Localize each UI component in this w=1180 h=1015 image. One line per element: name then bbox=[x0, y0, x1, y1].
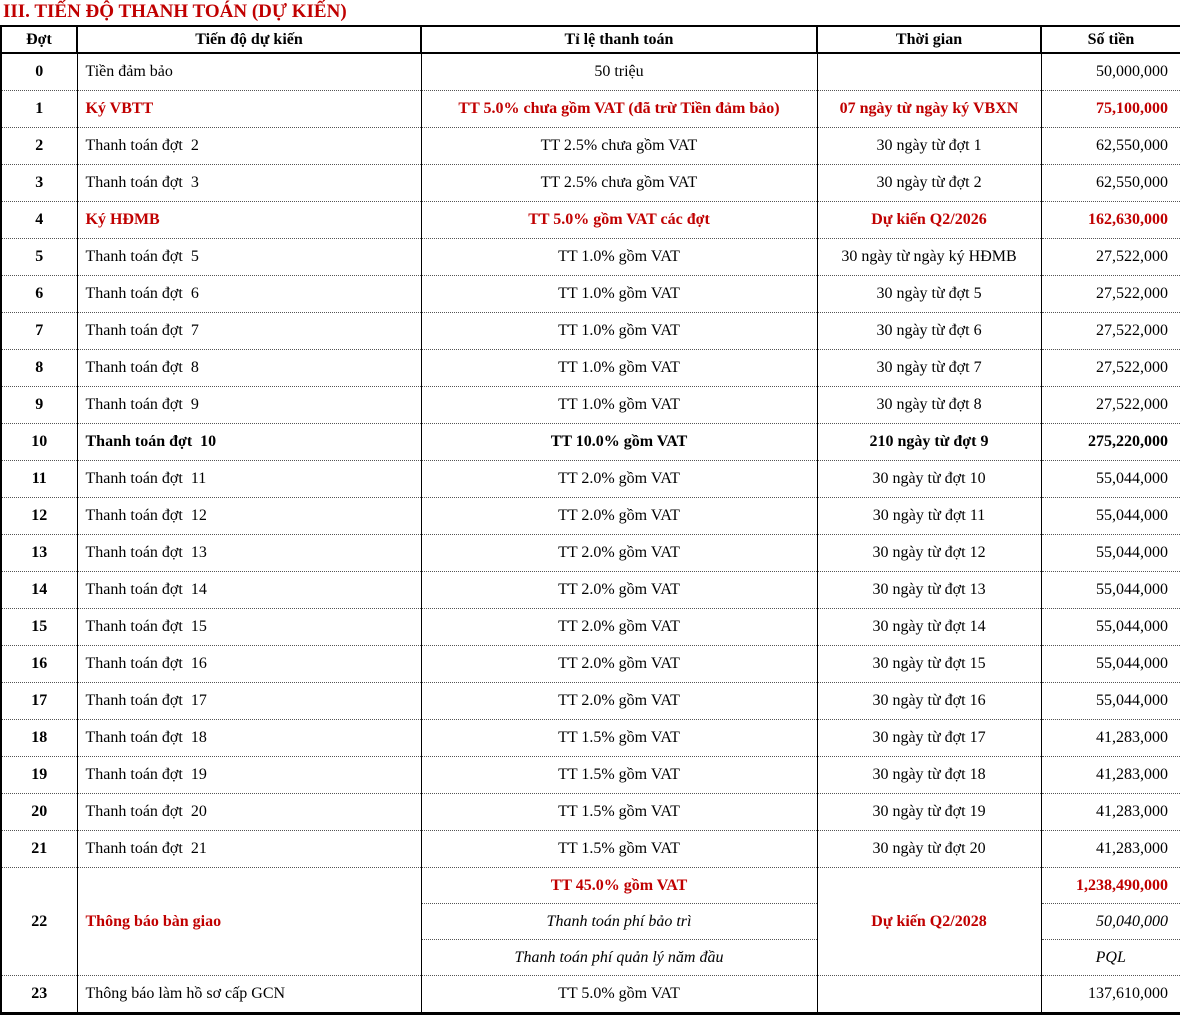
cell-amount: 41,283,000 bbox=[1041, 794, 1180, 831]
cell-progress: Thanh toán đợt 15 bbox=[77, 609, 421, 646]
table-row bbox=[1, 202, 1180, 239]
table-row bbox=[1, 91, 1180, 128]
cell-amount: 55,044,000 bbox=[1041, 498, 1180, 535]
cell-ratio: TT 1.0% gồm VAT bbox=[421, 387, 817, 424]
cell-time: 30 ngày từ đợt 1 bbox=[817, 128, 1041, 165]
cell-dot: 12 bbox=[1, 498, 77, 535]
cell-ratio: TT 1.0% gồm VAT bbox=[421, 313, 817, 350]
column-header-ratio: Tỉ lệ thanh toán bbox=[421, 26, 817, 53]
cell-dot: 3 bbox=[1, 165, 77, 202]
cell-ratio: TT 2.0% gồm VAT bbox=[421, 461, 817, 498]
cell-amount: 55,044,000 bbox=[1041, 683, 1180, 720]
cell-time: 30 ngày từ đợt 19 bbox=[817, 794, 1041, 831]
cell-amount: 162,630,000 bbox=[1041, 202, 1180, 239]
cell-progress: Thanh toán đợt 5 bbox=[77, 239, 421, 276]
cell-ratio: TT 5.0% chưa gồm VAT (đã trừ Tiền đảm bảo) bbox=[421, 91, 817, 128]
cell-dot: 1 bbox=[1, 91, 77, 128]
cell-ratio: Thanh toán phí bảo trì bbox=[421, 904, 817, 940]
cell-dot: 8 bbox=[1, 350, 77, 387]
cell-ratio: TT 1.0% gồm VAT bbox=[421, 350, 817, 387]
cell-progress: Thanh toán đợt 14 bbox=[77, 572, 421, 609]
cell-ratio: TT 1.0% gồm VAT bbox=[421, 276, 817, 313]
cell-time: 30 ngày từ đợt 5 bbox=[817, 276, 1041, 313]
cell-progress: Thanh toán đợt 6 bbox=[77, 276, 421, 313]
cell-ratio: TT 2.0% gồm VAT bbox=[421, 572, 817, 609]
cell-ratio: TT 45.0% gồm VAT bbox=[421, 868, 817, 904]
cell-time bbox=[817, 976, 1041, 1014]
cell-progress: Thanh toán đợt 16 bbox=[77, 646, 421, 683]
cell-amount: 55,044,000 bbox=[1041, 461, 1180, 498]
cell-progress: Thanh toán đợt 10 bbox=[77, 424, 421, 461]
cell-dot: 7 bbox=[1, 313, 77, 350]
cell-amount: 55,044,000 bbox=[1041, 535, 1180, 572]
table-row bbox=[1, 461, 1180, 498]
cell-progress: Thanh toán đợt 3 bbox=[77, 165, 421, 202]
cell-amount: 27,522,000 bbox=[1041, 276, 1180, 313]
cell-ratio: TT 5.0% gồm VAT bbox=[421, 976, 817, 1014]
cell-ratio: Thanh toán phí quản lý năm đầu bbox=[421, 940, 817, 976]
table-row bbox=[1, 424, 1180, 461]
cell-dot: 17 bbox=[1, 683, 77, 720]
cell-progress: Tiền đảm bảo bbox=[77, 53, 421, 91]
cell-time: 30 ngày từ đợt 11 bbox=[817, 498, 1041, 535]
cell-dot: 0 bbox=[1, 53, 77, 91]
cell-amount: 41,283,000 bbox=[1041, 831, 1180, 868]
cell-progress: Thanh toán đợt 9 bbox=[77, 387, 421, 424]
cell-amount: 27,522,000 bbox=[1041, 239, 1180, 276]
cell-dot: 22 bbox=[1, 868, 77, 976]
cell-dot: 5 bbox=[1, 239, 77, 276]
cell-amount: PQL bbox=[1041, 940, 1180, 976]
cell-progress: Ký VBTT bbox=[77, 91, 421, 128]
cell-progress: Thông báo bàn giao bbox=[77, 868, 421, 976]
table-row bbox=[1, 646, 1180, 683]
column-header-progress: Tiến độ dự kiến bbox=[77, 26, 421, 53]
table-row bbox=[1, 535, 1180, 572]
column-header-amount: Số tiền bbox=[1041, 26, 1180, 53]
cell-time: 30 ngày từ đợt 18 bbox=[817, 757, 1041, 794]
cell-dot: 10 bbox=[1, 424, 77, 461]
table-row bbox=[1, 165, 1180, 202]
cell-dot: 4 bbox=[1, 202, 77, 239]
cell-ratio: TT 2.0% gồm VAT bbox=[421, 683, 817, 720]
cell-dot: 6 bbox=[1, 276, 77, 313]
cell-time: Dự kiến Q2/2028 bbox=[817, 868, 1041, 976]
cell-progress: Thanh toán đợt 13 bbox=[77, 535, 421, 572]
cell-ratio: TT 1.0% gồm VAT bbox=[421, 239, 817, 276]
cell-time: 30 ngày từ đợt 2 bbox=[817, 165, 1041, 202]
payment-table bbox=[0, 25, 1180, 1015]
cell-progress: Thanh toán đợt 8 bbox=[77, 350, 421, 387]
table-row bbox=[1, 572, 1180, 609]
column-header-time: Thời gian bbox=[817, 26, 1041, 53]
cell-progress: Thanh toán đợt 21 bbox=[77, 831, 421, 868]
cell-amount: 27,522,000 bbox=[1041, 387, 1180, 424]
cell-time: 30 ngày từ đợt 16 bbox=[817, 683, 1041, 720]
cell-time: 07 ngày từ ngày ký VBXN bbox=[817, 91, 1041, 128]
header-row bbox=[1, 26, 1180, 53]
cell-time: 30 ngày từ đợt 12 bbox=[817, 535, 1041, 572]
cell-progress: Thanh toán đợt 2 bbox=[77, 128, 421, 165]
cell-ratio: TT 1.5% gồm VAT bbox=[421, 757, 817, 794]
cell-progress: Thanh toán đợt 19 bbox=[77, 757, 421, 794]
table-row bbox=[1, 720, 1180, 757]
cell-amount: 275,220,000 bbox=[1041, 424, 1180, 461]
table-row bbox=[1, 609, 1180, 646]
cell-dot: 21 bbox=[1, 831, 77, 868]
table-row bbox=[1, 498, 1180, 535]
table-row bbox=[1, 239, 1180, 276]
cell-dot: 16 bbox=[1, 646, 77, 683]
table-row bbox=[1, 387, 1180, 424]
cell-amount: 50,040,000 bbox=[1041, 904, 1180, 940]
cell-amount: 62,550,000 bbox=[1041, 128, 1180, 165]
cell-time: 30 ngày từ đợt 17 bbox=[817, 720, 1041, 757]
cell-amount: 137,610,000 bbox=[1041, 976, 1180, 1014]
table-row bbox=[1, 831, 1180, 868]
cell-amount: 55,044,000 bbox=[1041, 572, 1180, 609]
cell-progress: Thanh toán đợt 18 bbox=[77, 720, 421, 757]
cell-amount: 55,044,000 bbox=[1041, 609, 1180, 646]
table-row bbox=[1, 313, 1180, 350]
table-row bbox=[1, 53, 1180, 91]
cell-dot: 18 bbox=[1, 720, 77, 757]
cell-amount: 62,550,000 bbox=[1041, 165, 1180, 202]
cell-progress: Thanh toán đợt 7 bbox=[77, 313, 421, 350]
cell-progress: Thanh toán đợt 11 bbox=[77, 461, 421, 498]
cell-ratio: TT 5.0% gồm VAT các đợt bbox=[421, 202, 817, 239]
cell-amount: 1,238,490,000 bbox=[1041, 868, 1180, 904]
cell-time: 30 ngày từ đợt 20 bbox=[817, 831, 1041, 868]
cell-dot: 14 bbox=[1, 572, 77, 609]
cell-amount: 50,000,000 bbox=[1041, 53, 1180, 91]
table-row bbox=[1, 757, 1180, 794]
cell-time: 30 ngày từ đợt 6 bbox=[817, 313, 1041, 350]
cell-ratio: TT 2.0% gồm VAT bbox=[421, 498, 817, 535]
cell-amount: 27,522,000 bbox=[1041, 350, 1180, 387]
table-row bbox=[1, 976, 1180, 1014]
cell-dot: 23 bbox=[1, 976, 77, 1014]
cell-ratio: TT 1.5% gồm VAT bbox=[421, 720, 817, 757]
cell-dot: 9 bbox=[1, 387, 77, 424]
table-row bbox=[1, 128, 1180, 165]
cell-dot: 15 bbox=[1, 609, 77, 646]
cell-amount: 75,100,000 bbox=[1041, 91, 1180, 128]
cell-dot: 13 bbox=[1, 535, 77, 572]
table-row bbox=[1, 794, 1180, 831]
cell-dot: 2 bbox=[1, 128, 77, 165]
cell-ratio: TT 2.0% gồm VAT bbox=[421, 535, 817, 572]
cell-time: 30 ngày từ đợt 8 bbox=[817, 387, 1041, 424]
cell-dot: 20 bbox=[1, 794, 77, 831]
cell-amount: 27,522,000 bbox=[1041, 313, 1180, 350]
column-header-dot: Đợt bbox=[1, 26, 77, 53]
cell-progress: Thông báo làm hồ sơ cấp GCN bbox=[77, 976, 421, 1014]
cell-progress: Thanh toán đợt 12 bbox=[77, 498, 421, 535]
cell-progress: Thanh toán đợt 20 bbox=[77, 794, 421, 831]
cell-ratio: TT 1.5% gồm VAT bbox=[421, 794, 817, 831]
cell-time: 30 ngày từ ngày ký HĐMB bbox=[817, 239, 1041, 276]
cell-time: 30 ngày từ đợt 10 bbox=[817, 461, 1041, 498]
cell-time: 30 ngày từ đợt 13 bbox=[817, 572, 1041, 609]
cell-time: Dự kiến Q2/2026 bbox=[817, 202, 1041, 239]
cell-dot: 11 bbox=[1, 461, 77, 498]
cell-time: 30 ngày từ đợt 7 bbox=[817, 350, 1041, 387]
cell-dot: 19 bbox=[1, 757, 77, 794]
table-row bbox=[1, 350, 1180, 387]
table-row bbox=[1, 683, 1180, 720]
page-title: III. TIẾN ĐỘ THANH TOÁN (DỰ KIẾN) bbox=[3, 1, 347, 22]
cell-ratio: TT 2.5% chưa gồm VAT bbox=[421, 128, 817, 165]
cell-progress: Ký HĐMB bbox=[77, 202, 421, 239]
cell-time: 210 ngày từ đợt 9 bbox=[817, 424, 1041, 461]
cell-amount: 41,283,000 bbox=[1041, 720, 1180, 757]
cell-time: 30 ngày từ đợt 14 bbox=[817, 609, 1041, 646]
table-row-handover bbox=[1, 868, 1180, 904]
cell-ratio: TT 1.5% gồm VAT bbox=[421, 831, 817, 868]
cell-ratio: TT 2.5% chưa gồm VAT bbox=[421, 165, 817, 202]
cell-ratio: 50 triệu bbox=[421, 53, 817, 91]
cell-ratio: TT 10.0% gồm VAT bbox=[421, 424, 817, 461]
cell-time bbox=[817, 53, 1041, 91]
table-row bbox=[1, 276, 1180, 313]
cell-amount: 55,044,000 bbox=[1041, 646, 1180, 683]
cell-amount: 41,283,000 bbox=[1041, 757, 1180, 794]
cell-ratio: TT 2.0% gồm VAT bbox=[421, 609, 817, 646]
cell-ratio: TT 2.0% gồm VAT bbox=[421, 646, 817, 683]
cell-progress: Thanh toán đợt 17 bbox=[77, 683, 421, 720]
cell-time: 30 ngày từ đợt 15 bbox=[817, 646, 1041, 683]
